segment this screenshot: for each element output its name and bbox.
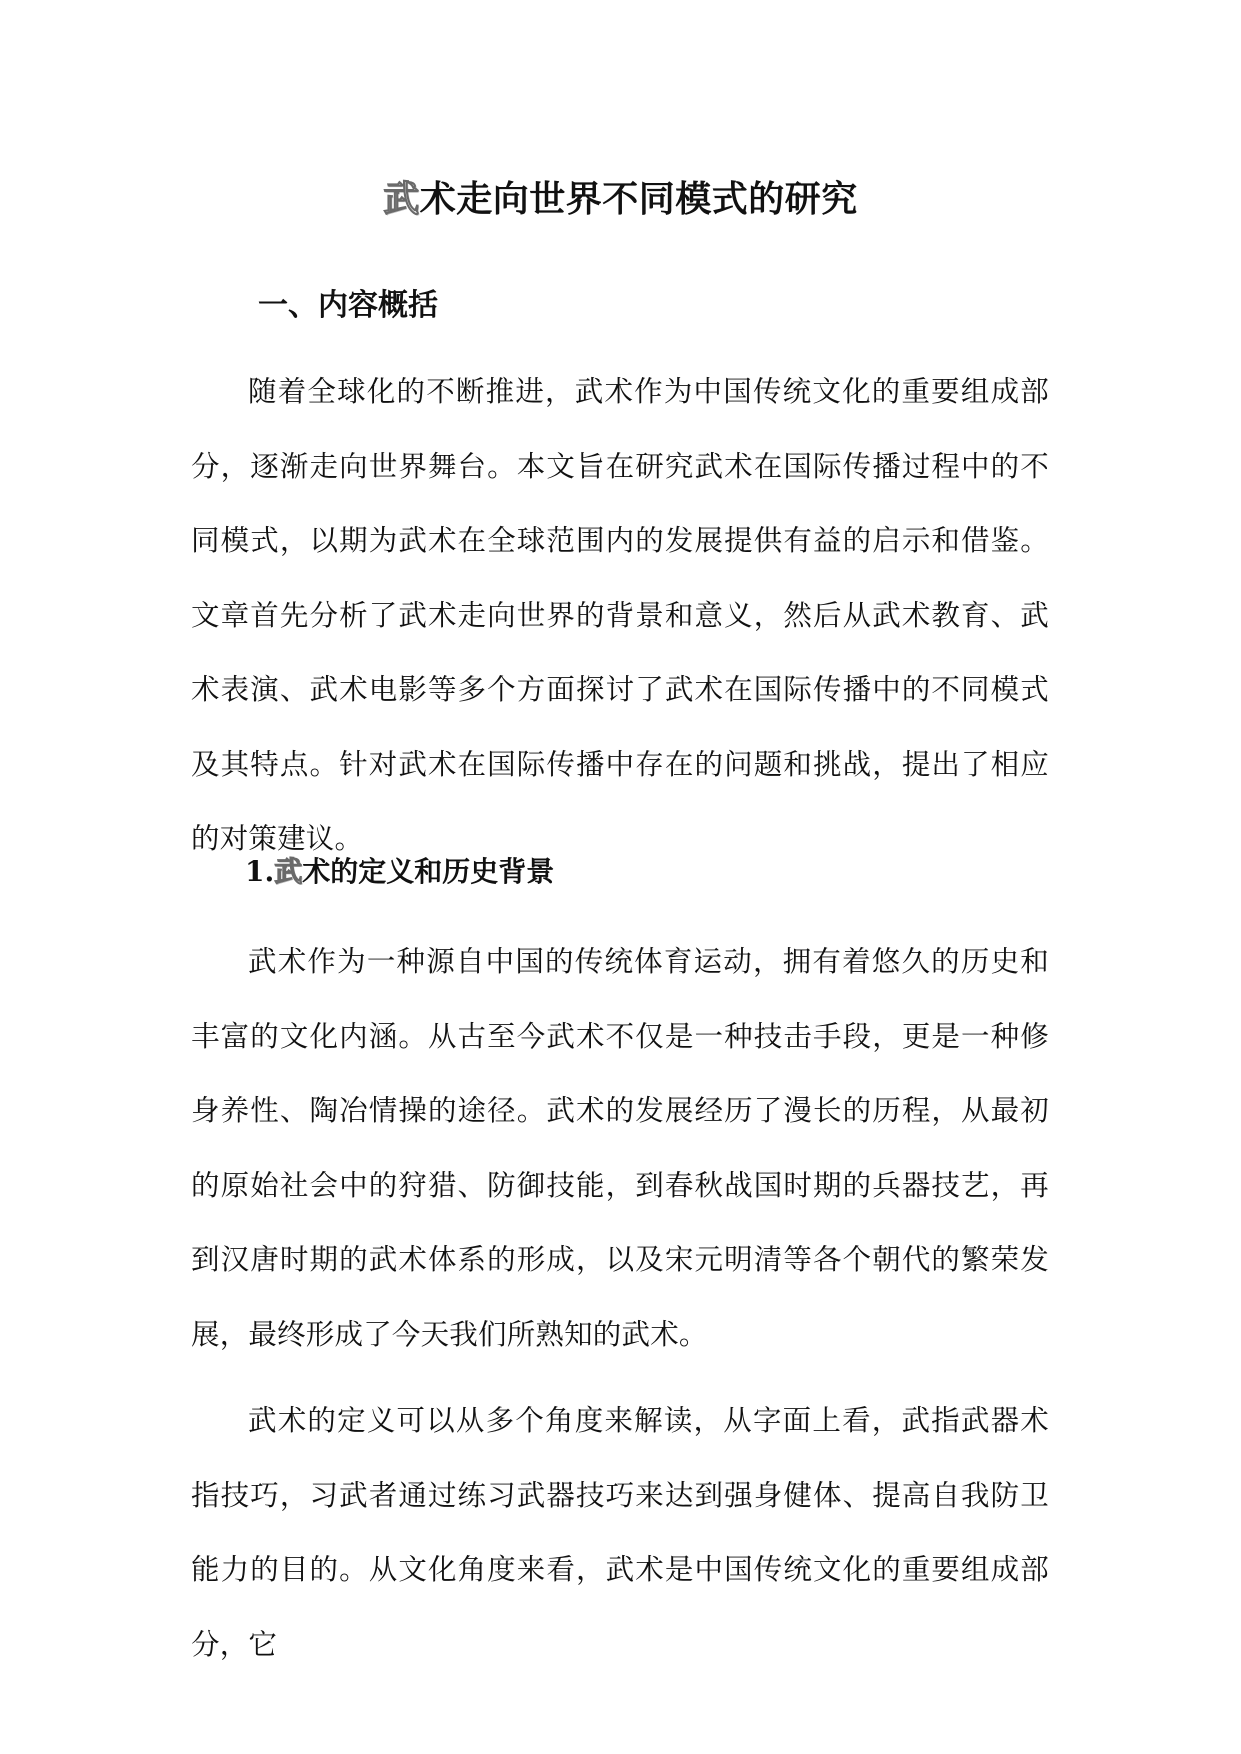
- title-first-char: 武: [383, 178, 420, 221]
- subsection-number: 1.: [245, 855, 275, 888]
- subsection-first-char: 武: [274, 855, 303, 888]
- section-heading: 一、内容概括: [258, 288, 438, 323]
- subsection-text: 术的定义和历史背景: [302, 855, 555, 888]
- body-paragraph-history: 武术作为一种源自中国的传统体育运动，拥有着悠久的历史和丰富的文化内涵。从古至今武术不仅是一种技击手段，更是一种修身养性、陶冶情操的途径。武术的发展经历了漫长的历程，从最初的原始社会中的狩猎、防御技能，到春秋战国时期的兵器技艺，再到汉唐时期的武术体系的形成，以及宋元明清等各个朝代的繁荣发展，最终形成了今天我们所熟知的武术。: [191, 945, 1049, 1351]
- body-paragraph-definition: 武术的定义可以从多个角度来解读，从字面上看，武指武器术指技巧，习武者通过练习武器技巧来达到强身健体、提高自我防卫能力的目的。从文化角度来看，武术是中国传统文化的重要组成部分，它: [191, 1404, 1049, 1661]
- document-title: [0, 174, 1241, 224]
- summary-paragraph: 随着全球化的不断推进，武术作为中国传统文化的重要组成部分，逐渐走向世界舞台。本文旨在研究武术在国际传播过程中的不同模式，以期为武术在全球范围内的发展提供有益的启示和借鉴。文章首先分析了武术走向世界的背景和意义，然后从武术教育、武术表演、武术电影等多个方面探讨了武术在国际传播中的不同模式及其特点。针对武术在国际传播中存在的问题和挑战，提出了相应的对策建议。: [191, 375, 1049, 855]
- subsection-heading: [245, 852, 554, 892]
- title-text: 术走向世界不同模式的研究: [419, 178, 858, 221]
